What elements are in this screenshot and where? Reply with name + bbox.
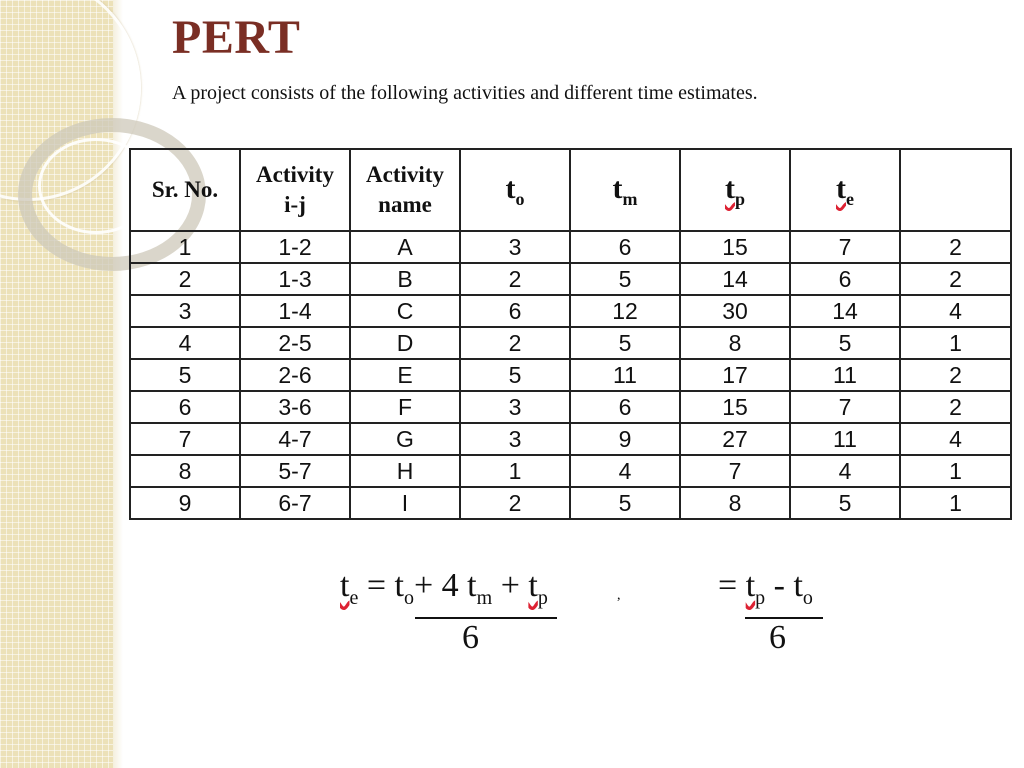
header-t [836, 171, 854, 209]
slide-subtitle: A project consists of the following activities and different time estimates. [172, 82, 758, 104]
header-te [790, 149, 900, 231]
cell-te: 11 [790, 423, 900, 455]
cell-activity: 4-7 [240, 423, 350, 455]
formula-variance-numerator [718, 567, 813, 610]
header-t-letter: t [836, 171, 846, 205]
formula-te-numerator [340, 567, 548, 610]
formula-eq: = [358, 567, 395, 604]
cell-name: E [350, 359, 460, 391]
cell-tp: 8 [680, 487, 790, 519]
cell-activity: 1-4 [240, 295, 350, 327]
header-sub: e [846, 188, 854, 209]
header-sub: p [734, 188, 745, 209]
cell-te: 6 [790, 263, 900, 295]
formula-separator: , [617, 588, 621, 603]
header-activity-name [350, 149, 460, 231]
cell-name: B [350, 263, 460, 295]
cell-tp: 7 [680, 455, 790, 487]
cell-name: A [350, 231, 460, 263]
cell-to: 3 [460, 391, 570, 423]
formula-sub: e [349, 586, 359, 609]
cell-tp: 15 [680, 391, 790, 423]
formula-op: + 4 [413, 567, 468, 604]
cell-sr: 9 [130, 487, 240, 519]
formula-t: t [745, 567, 756, 604]
cell-sr: 5 [130, 359, 240, 391]
cell-activity: 1-2 [240, 231, 350, 263]
formula-op: - [765, 567, 794, 604]
formula-term [745, 567, 766, 609]
cell-sr: 4 [130, 327, 240, 359]
table-row [130, 455, 1011, 487]
header-tm [570, 149, 680, 231]
cell-last: 4 [900, 295, 1011, 327]
cell-te: 4 [790, 455, 900, 487]
header-activity-label: Activity [256, 162, 334, 188]
cell-te: 11 [790, 359, 900, 391]
cell-name: F [350, 391, 460, 423]
cell-activity: 1-3 [240, 263, 350, 295]
table-row [130, 487, 1011, 519]
cell-tm: 12 [570, 295, 680, 327]
cell-to: 2 [460, 327, 570, 359]
cell-to: 2 [460, 487, 570, 519]
header-to [460, 149, 570, 231]
cell-last: 4 [900, 423, 1011, 455]
formula-te-denominator: 6 [462, 619, 479, 656]
header-t [724, 171, 745, 209]
table-body [130, 231, 1011, 519]
cell-last: 2 [900, 359, 1011, 391]
cell-tm: 9 [570, 423, 680, 455]
cell-tm: 4 [570, 455, 680, 487]
cell-sr: 1 [130, 231, 240, 263]
formula-sub: o [403, 586, 414, 609]
cell-tm: 6 [570, 231, 680, 263]
cell-sr: 2 [130, 263, 240, 295]
cell-to: 5 [460, 359, 570, 391]
cell-last: 1 [900, 455, 1011, 487]
table-row [130, 423, 1011, 455]
header-t-letter: t [724, 171, 735, 205]
cell-tm: 11 [570, 359, 680, 391]
table-row [130, 359, 1011, 391]
cell-sr: 7 [130, 423, 240, 455]
cell-tp: 8 [680, 327, 790, 359]
formula-lhs [340, 567, 359, 609]
formula-t: t [340, 567, 350, 604]
cell-tp: 14 [680, 263, 790, 295]
formula-sub: p [755, 586, 766, 609]
cell-to: 6 [460, 295, 570, 327]
table-row [130, 295, 1011, 327]
cell-last: 2 [900, 263, 1011, 295]
cell-sr: 8 [130, 455, 240, 487]
formula-variance-denominator: 6 [769, 619, 786, 656]
cell-tm: 6 [570, 391, 680, 423]
activity-table [129, 148, 1012, 520]
cell-tp: 27 [680, 423, 790, 455]
formula-t: t [467, 567, 477, 604]
cell-name: H [350, 455, 460, 487]
header-blank [900, 149, 1011, 231]
table-row [130, 231, 1011, 263]
cell-te: 7 [790, 231, 900, 263]
cell-name: D [350, 327, 460, 359]
cell-name: I [350, 487, 460, 519]
cell-to: 1 [460, 455, 570, 487]
cell-activity: 2-6 [240, 359, 350, 391]
header-sr-no: Sr. No. [130, 149, 240, 231]
slide-title: PERT [172, 11, 301, 64]
formula-t: t [394, 567, 404, 604]
table-row [130, 327, 1011, 359]
cell-te: 7 [790, 391, 900, 423]
cell-last: 2 [900, 231, 1011, 263]
cell-last: 2 [900, 391, 1011, 423]
header-name-label: name [378, 192, 432, 217]
cell-name: G [350, 423, 460, 455]
formula-sub: p [537, 586, 548, 609]
cell-tm: 5 [570, 327, 680, 359]
header-activity-ij [240, 149, 350, 231]
header-t: t [612, 171, 623, 205]
cell-to: 3 [460, 231, 570, 263]
header-sub: m [622, 188, 638, 209]
formula-sub: m [476, 586, 493, 609]
cell-te: 14 [790, 295, 900, 327]
cell-to: 2 [460, 263, 570, 295]
formula-t: t [528, 567, 538, 604]
cell-te: 5 [790, 487, 900, 519]
cell-to: 3 [460, 423, 570, 455]
cell-activity: 6-7 [240, 487, 350, 519]
formula-term [528, 567, 548, 609]
header-t: t [505, 171, 516, 205]
cell-last: 1 [900, 487, 1011, 519]
header-tp [680, 149, 790, 231]
cell-tm: 5 [570, 487, 680, 519]
cell-tm: 5 [570, 263, 680, 295]
header-activity-label: Activity [366, 162, 444, 188]
formula-op: + [492, 567, 529, 604]
cell-sr: 3 [130, 295, 240, 327]
formula-eq: = [718, 567, 746, 604]
cell-tp: 17 [680, 359, 790, 391]
cell-name: C [350, 295, 460, 327]
cell-tp: 30 [680, 295, 790, 327]
table-row [130, 391, 1011, 423]
cell-activity: 5-7 [240, 455, 350, 487]
header-sub: o [515, 188, 525, 209]
cell-activity: 2-5 [240, 327, 350, 359]
table-header-row [130, 149, 1011, 231]
header-ij-label: i-j [284, 192, 306, 217]
table-row [130, 263, 1011, 295]
cell-sr: 6 [130, 391, 240, 423]
formula-sub: o [802, 586, 813, 609]
cell-activity: 3-6 [240, 391, 350, 423]
formula-t: t [793, 567, 803, 604]
cell-last: 1 [900, 327, 1011, 359]
cell-tp: 15 [680, 231, 790, 263]
fraction-bar [415, 617, 557, 619]
cell-te: 5 [790, 327, 900, 359]
